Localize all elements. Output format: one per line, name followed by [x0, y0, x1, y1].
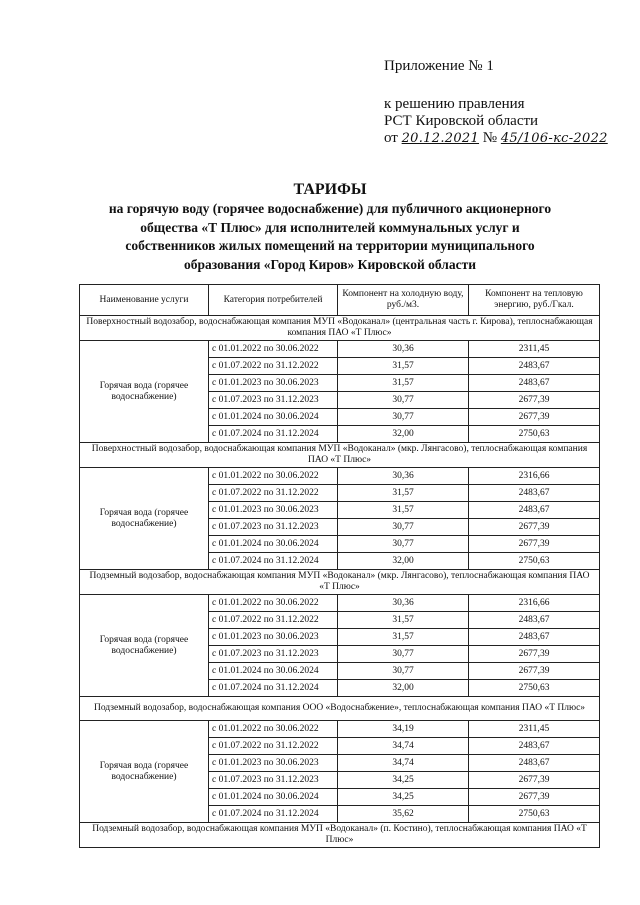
- period-cell: с 01.07.2024 по 31.12.2024: [209, 553, 338, 570]
- heat-value: 2677,39: [469, 772, 600, 789]
- heat-value: 2316,66: [469, 468, 600, 485]
- section-title: Подземный водозабор, водоснабжающая компания МУП «Водоканал» (мкр. Лянгасово), теплоснабжающая компания ПАО «Т Плюс»: [80, 570, 600, 595]
- heat-value: 2483,67: [469, 375, 600, 392]
- table-row: [80, 595, 600, 612]
- period-cell: с 01.01.2022 по 30.06.2022: [209, 721, 338, 738]
- period-cell: с 01.01.2024 по 30.06.2024: [209, 789, 338, 806]
- document-title: [60, 180, 600, 274]
- from-label: от: [384, 130, 398, 146]
- cold-value: 30,77: [338, 519, 469, 536]
- header-service: Наименование услуги: [80, 285, 209, 316]
- service-name: Горячая вода (горячее водоснабжение): [80, 341, 209, 443]
- title-line-1: на горячую воду (горячее водоснабжение) для публичного акционерного: [108, 201, 552, 216]
- cold-value: 30,77: [338, 392, 469, 409]
- decision-date-line: [384, 130, 608, 147]
- header-heat: Компонент на тепловую энергию, руб./Гкал.: [469, 285, 600, 316]
- section-header-row: [80, 823, 600, 848]
- cold-value: 31,57: [338, 485, 469, 502]
- period-cell: с 01.07.2022 по 31.12.2022: [209, 358, 338, 375]
- cold-value: 30,77: [338, 536, 469, 553]
- title-line-4: образования «Город Киров» Кировской области: [183, 256, 476, 272]
- period-cell: с 01.01.2022 по 30.06.2022: [209, 341, 338, 358]
- cold-value: 34,25: [338, 772, 469, 789]
- period-cell: с 01.07.2022 по 31.12.2022: [209, 612, 338, 629]
- heat-value: 2750,63: [469, 426, 600, 443]
- period-cell: с 01.01.2024 по 30.06.2024: [209, 536, 338, 553]
- heat-value: 2677,39: [469, 519, 600, 536]
- cold-value: 31,57: [338, 612, 469, 629]
- period-cell: с 01.01.2022 по 30.06.2022: [209, 595, 338, 612]
- heat-value: 2677,39: [469, 409, 600, 426]
- period-cell: с 01.01.2023 по 30.06.2023: [209, 502, 338, 519]
- table-body: [80, 316, 600, 848]
- cold-value: 34,19: [338, 721, 469, 738]
- heat-value: 2677,39: [469, 646, 600, 663]
- heat-value: 2750,63: [469, 680, 600, 697]
- cold-value: 34,74: [338, 738, 469, 755]
- cold-value: 32,00: [338, 426, 469, 443]
- period-cell: с 01.07.2022 по 31.12.2022: [209, 738, 338, 755]
- table-row: [80, 468, 600, 485]
- cold-value: 30,77: [338, 663, 469, 680]
- service-name: Горячая вода (горячее водоснабжение): [80, 595, 209, 697]
- section-header-row: [80, 570, 600, 595]
- heat-value: 2483,67: [469, 485, 600, 502]
- heat-value: 2677,39: [469, 789, 600, 806]
- cold-value: 34,25: [338, 789, 469, 806]
- period-cell: с 01.01.2023 по 30.06.2023: [209, 755, 338, 772]
- heat-value: 2316,66: [469, 595, 600, 612]
- heat-value: 2677,39: [469, 536, 600, 553]
- cold-value: 30,36: [338, 468, 469, 485]
- decision-line-2: РСТ Кировской области: [384, 113, 539, 129]
- period-cell: с 01.01.2024 по 30.06.2024: [209, 663, 338, 680]
- period-cell: с 01.01.2024 по 30.06.2024: [209, 409, 338, 426]
- table-row: [80, 341, 600, 358]
- heat-value: 2677,39: [469, 663, 600, 680]
- appendix-title: Приложение № 1: [384, 58, 494, 74]
- heat-value: 2750,63: [469, 553, 600, 570]
- cold-value: 35,62: [338, 806, 469, 823]
- service-name: Горячая вода (горячее водоснабжение): [80, 721, 209, 823]
- section-title: Подземный водозабор, водоснабжающая компания МУП «Водоканал» (п. Костино), теплоснабжающая компания ПАО «Т Плюс»: [80, 823, 600, 848]
- cold-value: 30,77: [338, 409, 469, 426]
- heat-value: 2483,67: [469, 738, 600, 755]
- period-cell: с 01.07.2024 по 31.12.2024: [209, 426, 338, 443]
- section-title: Поверхностный водозабор, водоснабжающая компания МУП «Водоканал» (центральная часть г. Кирова), теплоснабжающая компания ПАО «Т Плюс»: [80, 316, 600, 341]
- table-row: [80, 721, 600, 738]
- period-cell: с 01.07.2024 по 31.12.2024: [209, 806, 338, 823]
- heat-value: 2311,45: [469, 721, 600, 738]
- period-cell: с 01.07.2023 по 31.12.2023: [209, 772, 338, 789]
- period-cell: с 01.07.2023 по 31.12.2023: [209, 519, 338, 536]
- section-header-row: [80, 697, 600, 721]
- heat-value: 2483,67: [469, 612, 600, 629]
- heat-value: 2483,67: [469, 755, 600, 772]
- header-cold: Компонент на холодную воду, руб./м3.: [338, 285, 469, 316]
- section-title: Поверхностный водозабор, водоснабжающая компания МУП «Водоканал» (мкр. Лянгасово), теплоснабжающая компания ПАО «Т Плюс»: [80, 443, 600, 468]
- heat-value: 2483,67: [469, 358, 600, 375]
- cold-value: 30,36: [338, 595, 469, 612]
- period-cell: с 01.07.2023 по 31.12.2023: [209, 392, 338, 409]
- number-label: №: [482, 130, 498, 146]
- period-cell: с 01.07.2024 по 31.12.2024: [209, 680, 338, 697]
- cold-value: 32,00: [338, 553, 469, 570]
- title-line-3: собственников жилых помещений на территории муниципального: [125, 238, 535, 253]
- header-category: Категория потребителей: [209, 285, 338, 316]
- section-title: Подземный водозабор, водоснабжающая компания ООО «Водоснабжение», теплоснабжающая компания ПАО «Т Плюс»: [80, 697, 600, 721]
- cold-value: 31,57: [338, 375, 469, 392]
- title-line-2: общества «Т Плюс» для исполнителей коммунальных услуг и: [140, 219, 520, 235]
- appendix-header: [384, 58, 608, 147]
- period-cell: с 01.07.2022 по 31.12.2022: [209, 485, 338, 502]
- heat-value: 2677,39: [469, 392, 600, 409]
- decision-number: 45/106-кс-2022: [500, 131, 608, 146]
- period-cell: с 01.07.2023 по 31.12.2023: [209, 646, 338, 663]
- section-header-row: [80, 316, 600, 341]
- tariff-table: [79, 284, 600, 848]
- title-main: ТАРИФЫ: [293, 181, 367, 198]
- cold-value: 30,77: [338, 646, 469, 663]
- cold-value: 31,57: [338, 358, 469, 375]
- heat-value: 2311,45: [469, 341, 600, 358]
- cold-value: 31,57: [338, 629, 469, 646]
- table-header-row: [80, 285, 600, 316]
- heat-value: 2750,63: [469, 806, 600, 823]
- section-header-row: [80, 443, 600, 468]
- period-cell: с 01.01.2022 по 30.06.2022: [209, 468, 338, 485]
- period-cell: с 01.01.2023 по 30.06.2023: [209, 375, 338, 392]
- decision-line-1: к решению правления: [384, 96, 525, 112]
- heat-value: 2483,67: [469, 629, 600, 646]
- period-cell: с 01.01.2023 по 30.06.2023: [209, 629, 338, 646]
- decision-date: 20.12.2021: [401, 131, 480, 146]
- cold-value: 34,74: [338, 755, 469, 772]
- cold-value: 31,57: [338, 502, 469, 519]
- cold-value: 30,36: [338, 341, 469, 358]
- service-name: Горячая вода (горячее водоснабжение): [80, 468, 209, 570]
- cold-value: 32,00: [338, 680, 469, 697]
- heat-value: 2483,67: [469, 502, 600, 519]
